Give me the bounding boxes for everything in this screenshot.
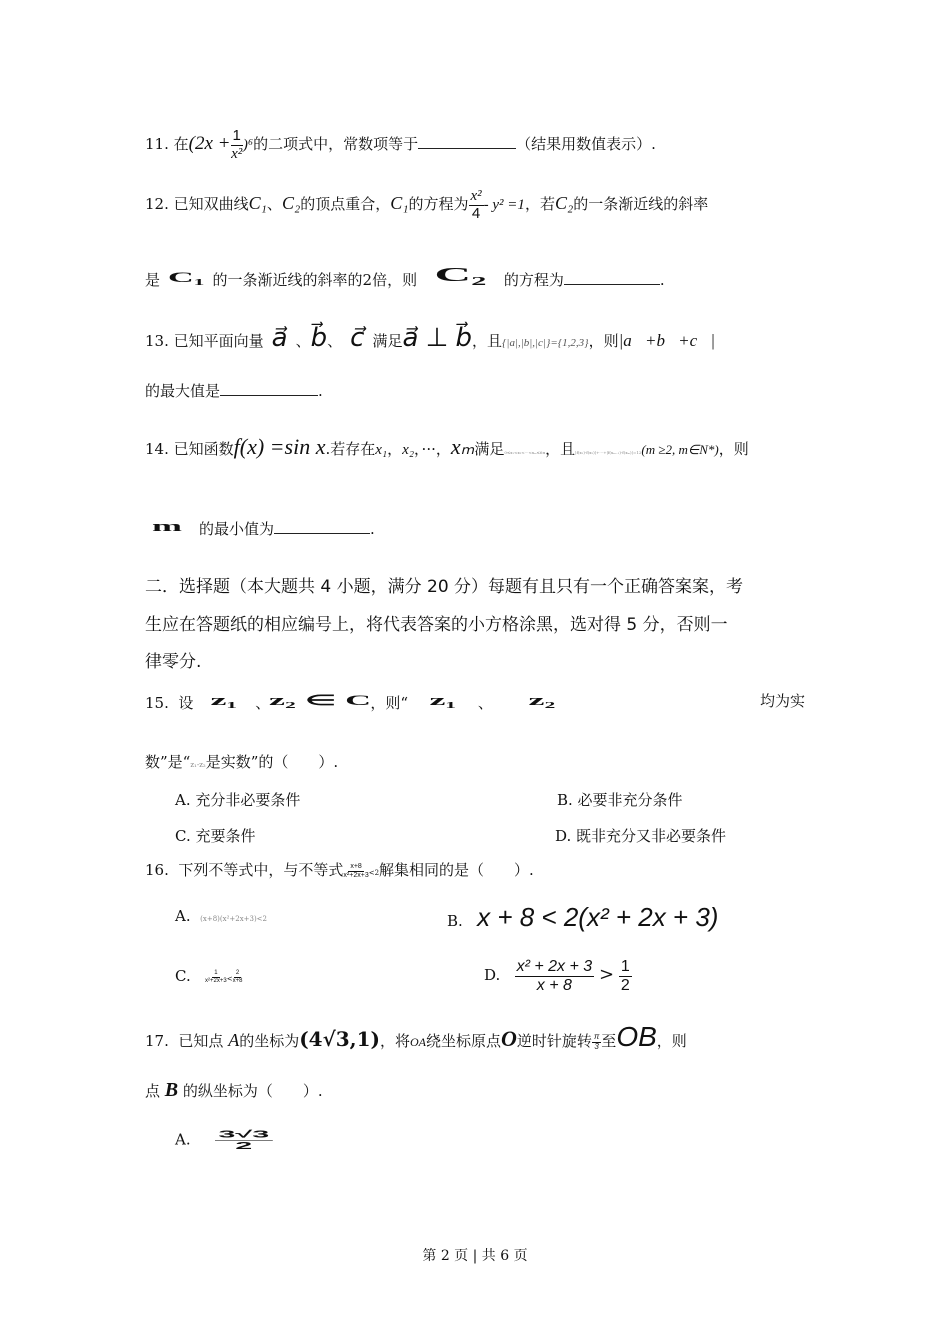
fraction xyxy=(592,1033,601,1052)
text: 、 xyxy=(327,332,343,350)
math: <2 xyxy=(368,869,380,877)
frac-den: 4 xyxy=(471,204,481,222)
text: ，且 xyxy=(545,440,576,458)
frac-den: x² xyxy=(231,145,243,162)
fraction xyxy=(469,188,484,222)
q-number: 14. xyxy=(145,440,169,458)
q-number: 12. xyxy=(145,195,169,213)
text: . xyxy=(318,382,323,400)
frac-num: 3√3 xyxy=(215,1129,273,1140)
text: 点 xyxy=(145,1082,161,1100)
text: 的一条渐近线的斜率的2倍，则 xyxy=(212,271,418,289)
math: x₁ xyxy=(375,442,388,458)
text: 的二项式中，常数项等于 xyxy=(253,135,419,153)
text: 的方程为 xyxy=(503,271,564,289)
page-footer: 第 2 页 | 共 6 页 xyxy=(422,1248,528,1264)
text: ，若 xyxy=(524,195,555,213)
text: 是实数”的（ ）. xyxy=(205,753,339,771)
text: 的纵坐标为（ ）. xyxy=(182,1082,323,1100)
math: z₂ ∈ C xyxy=(269,693,372,709)
frac-den: x + 8 xyxy=(536,976,572,994)
text: ， xyxy=(414,440,422,458)
text: 已知点 xyxy=(178,1032,224,1050)
option-a[interactable] xyxy=(175,907,267,925)
math: O xyxy=(501,1026,517,1051)
option-d[interactable]: D. 既非充分又非必要条件 xyxy=(555,827,727,845)
math: x₂ xyxy=(402,442,415,458)
question-11 xyxy=(145,128,656,162)
math: z₂ xyxy=(528,693,556,709)
text: 解集相同的是（ ）. xyxy=(379,861,534,879)
frac-num: 2 xyxy=(235,969,240,976)
section-heading: 律零分. xyxy=(145,652,202,672)
function: f(x) =sin x xyxy=(233,434,326,459)
text: 、 xyxy=(266,195,282,213)
text: 下列不等式中，与不等式 xyxy=(178,861,344,879)
option-label: B. xyxy=(447,912,463,930)
frac-den: x²+2x+3 xyxy=(343,871,369,879)
frac-num: π xyxy=(593,1031,600,1041)
question-17 xyxy=(145,1021,687,1053)
math: a⃗ ⊥ b⃗ xyxy=(402,322,472,352)
text: 已知平面向量 xyxy=(173,332,264,350)
text: 的方程为 xyxy=(408,195,469,213)
answer-blank xyxy=(274,533,370,534)
math: > xyxy=(598,964,615,986)
option-a[interactable]: A. 充分非必要条件 xyxy=(175,791,301,809)
frac-den: x+8 xyxy=(232,977,243,984)
text: 、 xyxy=(295,332,311,350)
fraction xyxy=(343,863,368,879)
q-number: 16. xyxy=(145,861,169,879)
frac-den: 2 xyxy=(234,1140,252,1152)
math: - y² =1 xyxy=(483,197,525,213)
math: |f(x₁)-f(x₂)|+···+|f(xₘ₋₁)-f(xₘ)|=12 xyxy=(575,450,642,455)
text: 数”是“ xyxy=(145,753,191,771)
text: 设 xyxy=(178,694,194,712)
math: C₁ xyxy=(167,270,205,286)
option-d[interactable] xyxy=(484,958,632,994)
text: 已知双曲线 xyxy=(173,195,249,213)
math: z₁-z₂ xyxy=(190,761,206,769)
text: 、 xyxy=(477,694,493,712)
math: z₁ xyxy=(210,693,238,709)
question-16 xyxy=(145,859,534,884)
option-a[interactable] xyxy=(175,1120,269,1161)
option-b[interactable] xyxy=(447,902,718,933)
text: ···， xyxy=(421,440,451,458)
option-label: D. xyxy=(484,966,501,985)
math: (m ≥2, m∈N*) xyxy=(641,442,719,457)
math: B xyxy=(164,1079,179,1101)
text: 的顶点重合， xyxy=(300,195,391,213)
math: C₁ xyxy=(390,193,409,213)
option-b[interactable]: B. 必要非充分条件 xyxy=(557,791,683,809)
fraction xyxy=(619,958,632,994)
option-label: A. xyxy=(175,1130,191,1149)
question-13 xyxy=(145,322,716,354)
option-label: A. xyxy=(175,907,191,925)
frac-den: x²+2x+3 xyxy=(205,977,227,984)
section-heading: 二．选择题（本大题共 4 小题，满分 20 分）每题有且只有一个正确答案案，考 xyxy=(145,577,744,597)
option-c[interactable] xyxy=(175,967,242,985)
text: ，则“ xyxy=(370,694,409,712)
text: 的一条渐近线的斜率 xyxy=(573,195,709,213)
fraction xyxy=(215,1129,273,1151)
section-heading: 生应在答题纸的相应编号上，将代表答案的小方格涂黑，选对得 5 分，否则一 xyxy=(145,615,728,635)
fraction xyxy=(231,128,243,162)
text: . xyxy=(659,271,665,289)
text: ，则 xyxy=(656,1032,687,1050)
frac-num: 1 xyxy=(214,969,218,976)
math-expr: (2x + xyxy=(188,133,231,154)
fraction xyxy=(515,958,595,994)
q-number: 17. xyxy=(145,1032,169,1050)
text: .若存在 xyxy=(325,440,376,458)
question-14-line2 xyxy=(145,516,375,540)
text: 已知函数 xyxy=(173,440,234,458)
frac-num: x+8 xyxy=(350,862,362,870)
text: ，则 xyxy=(588,332,619,350)
math: C₁ xyxy=(248,193,267,213)
text: ，且 xyxy=(472,332,503,350)
text: （结果用数值表示）. xyxy=(516,135,656,153)
text: 是 xyxy=(145,271,161,289)
frac-den: 2 xyxy=(620,976,630,994)
text: 的最大值是 xyxy=(145,382,221,400)
math: C₂ xyxy=(434,263,487,286)
text: 绕坐标原点 xyxy=(426,1032,502,1050)
question-14 xyxy=(145,436,749,464)
text: 均为实 xyxy=(759,692,805,710)
question-13-line2 xyxy=(145,380,323,402)
question-15-line2 xyxy=(145,751,338,776)
text: . xyxy=(370,520,375,538)
math: xₘ xyxy=(450,434,475,459)
math: x + 8 < 2(x² + 2x + 3) xyxy=(477,902,719,932)
math: |a⃗+b⃗+c⃗| xyxy=(618,331,716,350)
text: 在 xyxy=(173,135,189,153)
question-17-line2 xyxy=(145,1079,323,1102)
math: OA xyxy=(410,1035,427,1049)
frac-den: 3 xyxy=(594,1041,599,1051)
math: 0≤x₁<x₂<···<xₘ≤6π xyxy=(504,450,546,455)
math: z₁ xyxy=(429,693,457,709)
text: 逆时针旋转 xyxy=(516,1032,592,1050)
q-number: 15. xyxy=(145,694,169,712)
answer-blank xyxy=(418,148,516,149)
math: C₂ xyxy=(281,193,301,213)
text: 的最小值为 xyxy=(199,520,275,538)
question-12 xyxy=(145,188,708,222)
frac-num: 1 xyxy=(232,127,241,144)
text: ， xyxy=(387,440,403,458)
math: (4√3,1) xyxy=(299,1027,380,1051)
frac-num: x² + 2x + 3 xyxy=(516,958,593,975)
vector-a: a⃗ xyxy=(271,322,288,352)
option-label: C. xyxy=(175,967,191,985)
question-12-line2 xyxy=(145,264,665,291)
text: 的坐标为 xyxy=(239,1032,300,1050)
question-15 xyxy=(145,690,805,714)
text: ，将 xyxy=(380,1032,411,1050)
math: {|a|,|b|,|c|}={1,2,3} xyxy=(502,337,589,349)
answer-blank xyxy=(220,395,318,396)
text: 满足 xyxy=(372,332,403,350)
fraction xyxy=(205,970,227,984)
vector-b: b⃗ xyxy=(310,322,328,352)
math: A xyxy=(228,1030,240,1050)
frac-num: x² xyxy=(470,188,482,204)
fraction xyxy=(233,970,243,984)
option-c[interactable]: C. 充要条件 xyxy=(175,827,256,845)
math: m xyxy=(152,519,182,535)
text: 满足 xyxy=(474,440,505,458)
math: (x+8)(x²+2x+3)<2 xyxy=(200,915,268,923)
text: ，则 xyxy=(718,440,749,458)
frac-num: 1 xyxy=(620,958,630,975)
math: C₂ xyxy=(554,193,574,213)
math-expr: )⁶ xyxy=(242,137,254,153)
q-number: 11. xyxy=(145,135,169,153)
q-number: 13. xyxy=(145,332,169,350)
vector-c: c⃗ xyxy=(350,322,365,352)
text: 至 xyxy=(601,1032,617,1050)
math: OB xyxy=(616,1021,657,1052)
answer-blank xyxy=(564,284,660,285)
math: < xyxy=(226,975,233,983)
text: 、 xyxy=(255,694,271,712)
